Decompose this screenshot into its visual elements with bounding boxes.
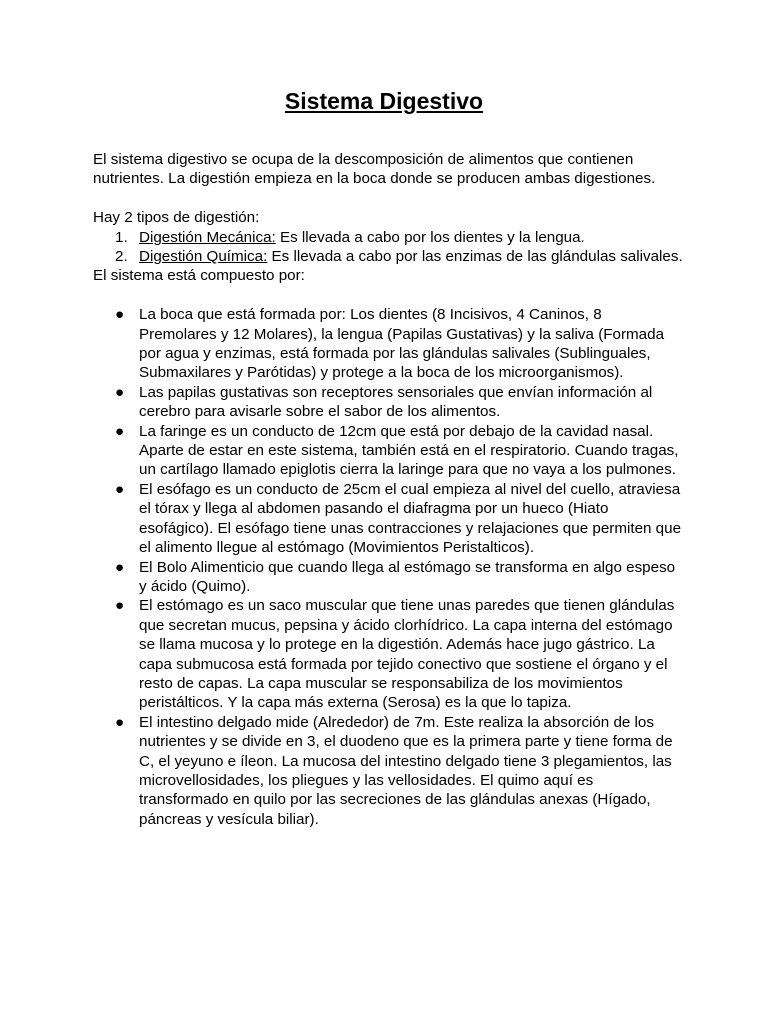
type-description: Es llevada a cabo por las enzimas de las glándulas salivales. bbox=[267, 248, 683, 266]
composition-list bbox=[93, 305, 683, 829]
list-item-text: La boca que está formada por: Los dientes (8 Incisivos, 4 Caninos, 8 Premolares y 12 Molares), la lengua (Papilas Gustativas) y la saliva (Formada por agua y enzimas, está formada por las glándulas salivales (Sublinguales, Submaxilares y Parótidas) y protege a la boca de los microorganismos). bbox=[139, 306, 665, 382]
paragraph-spacer bbox=[93, 286, 683, 305]
list-item bbox=[93, 422, 683, 480]
list-number: 1. bbox=[115, 228, 128, 246]
list-item-text: El intestino delgado mide (Alrededor) de 7m. Este realiza la absorción de los nutrientes y se divide en 3, el duodeno que es la primera parte y tiene forma de C, el yeyuno e íleon. La mucosa del intestino delgado tiene 3 plegamientos, las microvellosidades, los pliegues y las vellosidades. El quimo aquí es transformado en quilo por las secreciones de las glándulas anexas (Hígado, páncreas y vesícula biliar). bbox=[139, 713, 673, 828]
type-label: Digestión Mecánica: bbox=[139, 228, 276, 246]
list-item-text: El Bolo Alimenticio que cuando llega al estómago se transforma en algo espeso y ácido (Quimo). bbox=[139, 558, 676, 595]
list-item bbox=[93, 305, 683, 383]
list-item-text: El estómago es un saco muscular que tiene unas paredes que tienen glándulas que secretan mucus, pepsina y ácido clorhídrico. La capa interna del estómago se llama mucosa y lo protege en la digestión. Además hace jugo gástrico. La capa submucosa está formada por tejido conectivo que sostiene el órgano y el resto de capas. La capa muscular se responsabiliza de los movimientos peristálticos. Y la capa más externa (Serosa) es la que lo tapiza. bbox=[139, 597, 675, 712]
list-item bbox=[93, 383, 683, 422]
composition-heading: El sistema está compuesto por: bbox=[93, 267, 305, 285]
paragraph-spacer bbox=[93, 189, 683, 208]
type-label: Digestión Química: bbox=[139, 248, 268, 266]
bullet-icon: ● bbox=[115, 383, 125, 401]
bullet-icon: ● bbox=[115, 713, 125, 731]
document-body bbox=[93, 150, 683, 829]
list-item bbox=[93, 247, 683, 266]
page-title: Sistema Digestivo bbox=[284, 88, 484, 114]
bullet-icon: ● bbox=[115, 422, 125, 440]
list-item bbox=[93, 713, 683, 829]
list-item-text: La faringe es un conducto de 12cm que está por debajo de la cavidad nasal. Aparte de estar en este sistema, también está en el respiratorio. Cuando tragas, un cartílago llamado epiglotis cierra la laringe para que no vaya a los pulmones. bbox=[139, 422, 679, 479]
bullet-icon: ● bbox=[115, 558, 125, 576]
intro-paragraph: El sistema digestivo se ocupa de la descomposición de alimentos que contienen nutrientes. La digestión empieza en la boca donde se producen ambas digestiones. bbox=[93, 151, 656, 188]
types-heading: Hay 2 tipos de digestión: bbox=[93, 209, 260, 227]
bullet-icon: ● bbox=[115, 480, 125, 498]
list-item-text: El esófago es un conducto de 25cm el cual empieza al nivel del cuello, atraviesa el tórax y llega al abdomen pasando el diafragma por un hueco (Hiato esofágico). El esófago tiene unas contracciones y relajaciones que permiten que el alimento llegue al estómago (Movimientos Peristalticos). bbox=[139, 480, 682, 557]
list-item bbox=[93, 228, 683, 247]
digestion-types-list bbox=[93, 228, 683, 267]
bullet-icon: ● bbox=[115, 306, 125, 324]
list-item bbox=[93, 480, 683, 558]
type-description: Es llevada a cabo por los dientes y la lengua. bbox=[275, 228, 585, 246]
list-item bbox=[93, 558, 683, 597]
list-item bbox=[93, 596, 683, 712]
list-number: 2. bbox=[115, 248, 128, 266]
list-item-text: Las papilas gustativas son receptores sensoriales que envían información al cerebro para avisarle sobre el sabor de los alimentos. bbox=[139, 383, 653, 421]
bullet-icon: ● bbox=[115, 597, 125, 615]
